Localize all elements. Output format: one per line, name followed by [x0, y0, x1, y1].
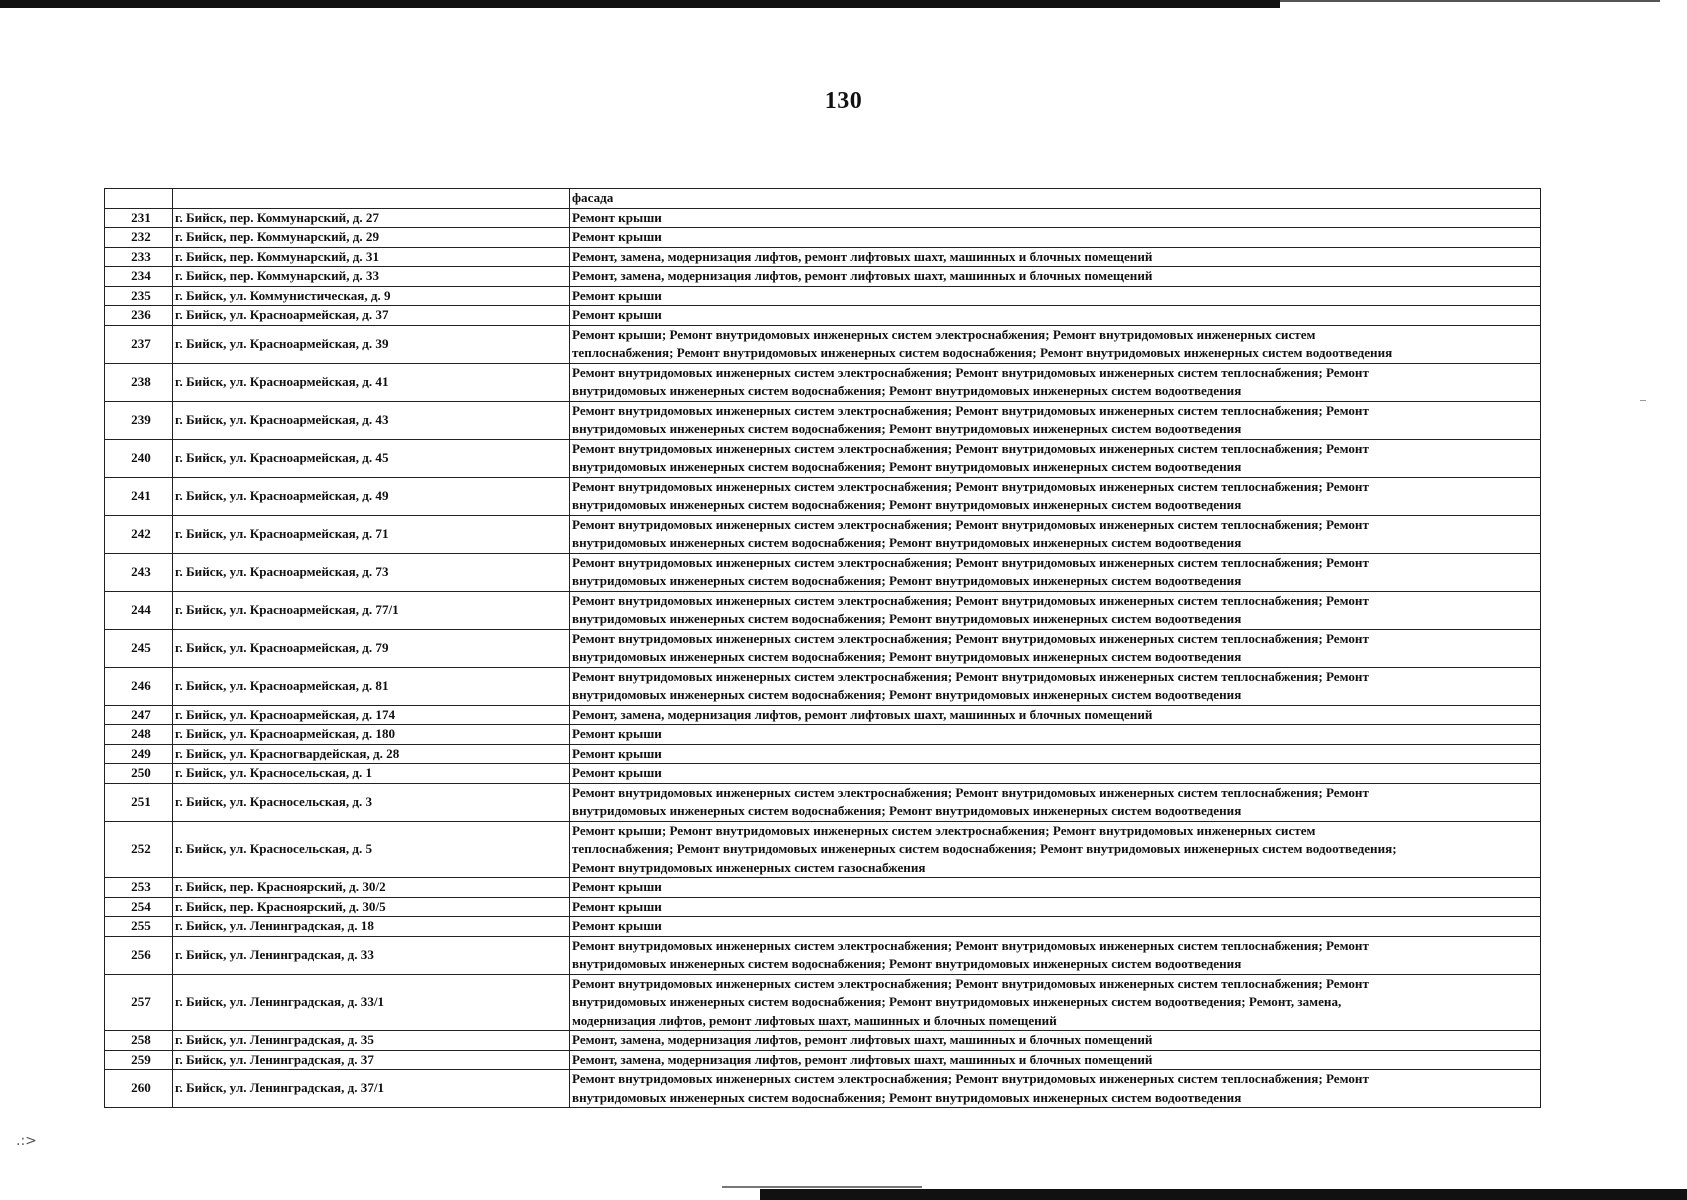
work-line: внутридомовых инженерных систем водоснабжения; Ремонт внутридомовых инженерных систем водоотведения [572, 497, 1242, 512]
table-body [105, 189, 1541, 1108]
row-number-cell: 242 [105, 515, 173, 553]
work-lines [572, 592, 1539, 629]
work-line: модернизация лифтов, ремонт лифтовых шахт, машинных и блочных помещений [572, 1012, 1057, 1028]
address-cell: г. Бийск, ул. Ленинградская, д. 18 [173, 917, 570, 937]
address-cell: г. Бийск, ул. Коммунистическая, д. 9 [173, 286, 570, 306]
work-line: внутридомовых инженерных систем водоснабжения; Ремонт внутридомовых инженерных систем водоотведения [572, 573, 1242, 588]
address-cell: г. Бийск, ул. Красноармейская, д. 71 [173, 515, 570, 553]
work-lines [572, 878, 1539, 897]
work-lines [572, 784, 1539, 821]
work-line: Ремонт внутридомовых инженерных систем газоснабжения [572, 859, 926, 875]
work-line: Ремонт внутридомовых инженерных систем электроснабжения; Ремонт внутридомовых инженерных систем теплоснабжения; Ремонт [572, 554, 1369, 570]
work-line: Ремонт внутридомовых инженерных систем электроснабжения; Ремонт внутридомовых инженерных систем теплоснабжения; Ремонт [572, 630, 1369, 646]
work-cell [570, 247, 1541, 267]
work-cell [570, 705, 1541, 725]
row-number-cell: 255 [105, 917, 173, 937]
work-lines [572, 209, 1539, 228]
work-lines [572, 228, 1539, 247]
work-lines [572, 917, 1539, 936]
work-cell [570, 477, 1541, 515]
work-lines [572, 898, 1539, 917]
work-line: Ремонт крыши; Ремонт внутридомовых инженерных систем электроснабжения; Ремонт внутридомовых инженерных систем [572, 822, 1316, 838]
address-cell [173, 189, 570, 209]
work-line: Ремонт, замена, модернизация лифтов, ремонт лифтовых шахт, машинных и блочных помещений [572, 706, 1153, 722]
work-line: Ремонт крыши [572, 765, 662, 780]
table-row [105, 629, 1541, 667]
table-row [105, 783, 1541, 821]
work-line: Ремонт внутридомовых инженерных систем электроснабжения; Ремонт внутридомовых инженерных систем теплоснабжения; Ремонт [572, 975, 1369, 991]
row-number-cell: 259 [105, 1050, 173, 1070]
table-row [105, 286, 1541, 306]
address-cell: г. Бийск, ул. Ленинградская, д. 37 [173, 1050, 570, 1070]
work-cell [570, 936, 1541, 974]
row-number-cell: 238 [105, 363, 173, 401]
work-line: внутридомовых инженерных систем водоснабжения; Ремонт внутридомовых инженерных систем водоотведения [572, 459, 1242, 474]
work-lines [572, 1070, 1539, 1107]
address-cell: г. Бийск, ул. Красносельская, д. 1 [173, 764, 570, 784]
table-row [105, 821, 1541, 878]
work-lines [572, 975, 1539, 1031]
work-line: Ремонт крыши [572, 745, 662, 761]
work-line: внутридомовых инженерных систем водоснабжения; Ремонт внутридомовых инженерных систем водоотведения [572, 421, 1242, 436]
work-lines [572, 478, 1539, 515]
table-row [105, 306, 1541, 326]
scan-mark: .:> [16, 1133, 37, 1149]
table-row [105, 744, 1541, 764]
table-row [105, 515, 1541, 553]
work-cell [570, 783, 1541, 821]
repair-schedule-table [104, 188, 1541, 1108]
work-line: внутридомовых инженерных систем водоснабжения; Ремонт внутридомовых инженерных систем водоотведения [572, 383, 1242, 398]
work-line: Ремонт, замена, модернизация лифтов, ремонт лифтовых шахт, машинных и блочных помещений [572, 1032, 1153, 1047]
address-cell: г. Бийск, ул. Красноармейская, д. 41 [173, 363, 570, 401]
work-lines [572, 764, 1539, 783]
work-lines [572, 554, 1539, 591]
table-row [105, 477, 1541, 515]
work-line: теплоснабжения; Ремонт внутридомовых инженерных систем водоснабжения; Ремонт внутридомовых инженерных систем водоотведения; [572, 841, 1397, 856]
work-line: Ремонт внутридомовых инженерных систем электроснабжения; Ремонт внутридомовых инженерных систем теплоснабжения; Ремонт [572, 440, 1369, 456]
work-lines [572, 725, 1539, 744]
work-lines [572, 326, 1539, 363]
row-number-cell: 249 [105, 744, 173, 764]
row-number-cell: 239 [105, 401, 173, 439]
work-line: Ремонт внутридомовых инженерных систем электроснабжения; Ремонт внутридомовых инженерных систем теплоснабжения; Ремонт [572, 364, 1369, 380]
work-line: Ремонт внутридомовых инженерных систем электроснабжения; Ремонт внутридомовых инженерных систем теплоснабжения; Ремонт [572, 478, 1369, 494]
scan-edge-bottom-thin [722, 1186, 922, 1188]
work-line: Ремонт крыши [572, 898, 662, 914]
work-line: внутридомовых инженерных систем водоснабжения; Ремонт внутридомовых инженерных систем водоотведения [572, 649, 1242, 664]
work-line: Ремонт, замена, модернизация лифтов, ремонт лифтовых шахт, машинных и блочных помещений [572, 268, 1153, 283]
work-line: внутридомовых инженерных систем водоснабжения; Ремонт внутридомовых инженерных систем водоотведения [572, 803, 1242, 818]
row-number-cell: 260 [105, 1070, 173, 1108]
table-row [105, 247, 1541, 267]
row-number-cell: 246 [105, 667, 173, 705]
work-line: Ремонт крыши [572, 287, 662, 303]
work-line: Ремонт внутридомовых инженерных систем электроснабжения; Ремонт внутридомовых инженерных систем теплоснабжения; Ремонт [572, 1071, 1369, 1086]
scan-edge-top [0, 0, 1280, 8]
row-number-cell: 236 [105, 306, 173, 326]
table-row [105, 553, 1541, 591]
address-cell: г. Бийск, ул. Красноармейская, д. 73 [173, 553, 570, 591]
table-row [105, 667, 1541, 705]
work-line: Ремонт внутридомовых инженерных систем электроснабжения; Ремонт внутридомовых инженерных систем теплоснабжения; Ремонт [572, 516, 1369, 532]
work-cell [570, 208, 1541, 228]
work-lines [572, 267, 1539, 286]
row-number-cell: 240 [105, 439, 173, 477]
row-number-cell [105, 189, 173, 209]
address-cell: г. Бийск, ул. Красноармейская, д. 45 [173, 439, 570, 477]
work-line: Ремонт крыши; Ремонт внутридомовых инженерных систем электроснабжения; Ремонт внутридомовых инженерных систем [572, 326, 1316, 342]
work-lines [572, 402, 1539, 439]
work-cell [570, 878, 1541, 898]
work-cell [570, 363, 1541, 401]
table-row [105, 439, 1541, 477]
row-number-cell: 258 [105, 1031, 173, 1051]
scan-edge-top-thin [1280, 0, 1660, 2]
row-number-cell: 245 [105, 629, 173, 667]
table-row [105, 208, 1541, 228]
work-lines [572, 745, 1539, 764]
work-cell [570, 974, 1541, 1031]
address-cell: г. Бийск, пер. Красноярский, д. 30/5 [173, 897, 570, 917]
address-cell: г. Бийск, пер. Коммунарский, д. 29 [173, 228, 570, 248]
work-lines [572, 630, 1539, 667]
work-cell [570, 725, 1541, 745]
work-line: внутридомовых инженерных систем водоснабжения; Ремонт внутридомовых инженерных систем водоотведения [572, 687, 1242, 702]
work-line: внутридомовых инженерных систем водоснабжения; Ремонт внутридомовых инженерных систем водоотведения [572, 535, 1242, 550]
work-lines [572, 822, 1539, 878]
work-lines [572, 364, 1539, 401]
page-number: 130 [824, 88, 863, 114]
address-cell: г. Бийск, ул. Красносельская, д. 5 [173, 821, 570, 878]
address-cell: г. Бийск, ул. Красноармейская, д. 37 [173, 306, 570, 326]
address-cell: г. Бийск, ул. Ленинградская, д. 35 [173, 1031, 570, 1051]
work-cell [570, 401, 1541, 439]
work-lines [572, 668, 1539, 705]
work-lines [572, 440, 1539, 477]
address-cell: г. Бийск, ул. Красносельская, д. 3 [173, 783, 570, 821]
work-lines [572, 706, 1539, 725]
address-cell: г. Бийск, ул. Красноармейская, д. 81 [173, 667, 570, 705]
address-cell: г. Бийск, ул. Красноармейская, д. 39 [173, 325, 570, 363]
address-cell: г. Бийск, пер. Коммунарский, д. 31 [173, 247, 570, 267]
table-row [105, 974, 1541, 1031]
work-cell [570, 515, 1541, 553]
row-number-cell: 252 [105, 821, 173, 878]
table-row [105, 267, 1541, 287]
address-cell: г. Бийск, ул. Красногвардейская, д. 28 [173, 744, 570, 764]
work-cell [570, 325, 1541, 363]
work-line: Ремонт крыши [572, 918, 662, 933]
table-row-continuation [105, 189, 1541, 209]
work-cell [570, 553, 1541, 591]
work-cell [570, 821, 1541, 878]
table-row [105, 363, 1541, 401]
work-cell [570, 439, 1541, 477]
row-number-cell: 235 [105, 286, 173, 306]
work-lines [572, 516, 1539, 553]
row-number-cell: 244 [105, 591, 173, 629]
work-line: внутридомовых инженерных систем водоснабжения; Ремонт внутридомовых инженерных систем водоотведения [572, 1089, 1242, 1105]
row-number-cell: 247 [105, 705, 173, 725]
work-cell [570, 1050, 1541, 1070]
work-line: Ремонт крыши [572, 726, 662, 741]
address-cell: г. Бийск, ул. Ленинградская, д. 33/1 [173, 974, 570, 1031]
address-cell: г. Бийск, ул. Красноармейская, д. 77/1 [173, 591, 570, 629]
row-number-cell: 231 [105, 208, 173, 228]
work-line: Ремонт, замена, модернизация лифтов, ремонт лифтовых шахт, машинных и блочных помещений [572, 248, 1153, 264]
row-number-cell: 233 [105, 247, 173, 267]
work-lines [572, 1031, 1539, 1050]
work-cell [570, 764, 1541, 784]
work-cell [570, 744, 1541, 764]
address-cell: г. Бийск, ул. Красноармейская, д. 43 [173, 401, 570, 439]
table-row [105, 591, 1541, 629]
address-cell: г. Бийск, ул. Красноармейская, д. 79 [173, 629, 570, 667]
table-row [105, 325, 1541, 363]
work-cell [570, 917, 1541, 937]
work-line: Ремонт крыши [572, 307, 662, 322]
row-number-cell: 254 [105, 897, 173, 917]
work-line: Ремонт внутридомовых инженерных систем электроснабжения; Ремонт внутридомовых инженерных систем теплоснабжения; Ремонт [572, 592, 1369, 608]
row-number-cell: 241 [105, 477, 173, 515]
address-cell: г. Бийск, ул. Ленинградская, д. 37/1 [173, 1070, 570, 1108]
address-cell: г. Бийск, пер. Коммунарский, д. 27 [173, 208, 570, 228]
work-cell [570, 267, 1541, 287]
table-row [105, 228, 1541, 248]
row-number-cell: 251 [105, 783, 173, 821]
work-cell [570, 897, 1541, 917]
address-cell: г. Бийск, пер. Коммунарский, д. 33 [173, 267, 570, 287]
row-number-cell: 248 [105, 725, 173, 745]
table-row [105, 705, 1541, 725]
row-number-cell: 243 [105, 553, 173, 591]
row-number-cell: 257 [105, 974, 173, 1031]
scan-edge-bottom [760, 1189, 1687, 1200]
work-lines [572, 306, 1539, 325]
work-cell [570, 667, 1541, 705]
row-number-cell: 237 [105, 325, 173, 363]
work-cell [570, 286, 1541, 306]
work-line: Ремонт, замена, модернизация лифтов, ремонт лифтовых шахт, машинных и блочных помещений [572, 1051, 1153, 1067]
work-line: теплоснабжения; Ремонт внутридомовых инженерных систем водоснабжения; Ремонт внутридомовых инженерных систем водоотведения [572, 345, 1393, 360]
work-cell [570, 629, 1541, 667]
row-number-cell: 232 [105, 228, 173, 248]
table-row [105, 878, 1541, 898]
address-cell: г. Бийск, ул. Красноармейская, д. 180 [173, 725, 570, 745]
work-line: Ремонт внутридомовых инженерных систем электроснабжения; Ремонт внутридомовых инженерных систем теплоснабжения; Ремонт [572, 668, 1369, 684]
row-number-cell: 256 [105, 936, 173, 974]
work-line: внутридомовых инженерных систем водоснабжения; Ремонт внутридомовых инженерных систем водоотведения [572, 956, 1242, 971]
work-cell [570, 591, 1541, 629]
work-line: Ремонт внутридомовых инженерных систем электроснабжения; Ремонт внутридомовых инженерных систем теплоснабжения; Ремонт [572, 937, 1369, 953]
work-cell [570, 1070, 1541, 1108]
address-cell: г. Бийск, ул. Красноармейская, д. 174 [173, 705, 570, 725]
table-row [105, 725, 1541, 745]
table-row [105, 936, 1541, 974]
address-cell: г. Бийск, ул. Ленинградская, д. 33 [173, 936, 570, 974]
work-line: Ремонт внутридомовых инженерных систем электроснабжения; Ремонт внутридомовых инженерных систем теплоснабжения; Ремонт [572, 402, 1369, 418]
row-number-cell: 234 [105, 267, 173, 287]
table-row [105, 1031, 1541, 1051]
address-cell: г. Бийск, ул. Красноармейская, д. 49 [173, 477, 570, 515]
table-row [105, 764, 1541, 784]
table-row [105, 1070, 1541, 1108]
work-line: внутридомовых инженерных систем водоснабжения; Ремонт внутридомовых инженерных систем водоотведения; Ремонт, замена, [572, 994, 1342, 1009]
work-cell [570, 1031, 1541, 1051]
work-lines [572, 937, 1539, 974]
scan-speck [1640, 400, 1646, 401]
address-cell: г. Бийск, пер. Красноярский, д. 30/2 [173, 878, 570, 898]
work-lines [572, 248, 1539, 267]
work-cell: фасада [570, 189, 1541, 209]
work-lines [572, 287, 1539, 306]
table-row [105, 1050, 1541, 1070]
work-lines [572, 1051, 1539, 1070]
table-row [105, 897, 1541, 917]
document-table-container [104, 188, 1540, 1108]
table-row [105, 401, 1541, 439]
work-line: внутридомовых инженерных систем водоснабжения; Ремонт внутридомовых инженерных систем водоотведения [572, 611, 1242, 626]
table-row [105, 917, 1541, 937]
work-cell [570, 228, 1541, 248]
work-line: Ремонт внутридомовых инженерных систем электроснабжения; Ремонт внутридомовых инженерных систем теплоснабжения; Ремонт [572, 784, 1369, 800]
work-line: Ремонт крыши [572, 879, 662, 894]
work-cell [570, 306, 1541, 326]
row-number-cell: 253 [105, 878, 173, 898]
work-line: Ремонт крыши [572, 209, 662, 225]
row-number-cell: 250 [105, 764, 173, 784]
work-line: Ремонт крыши [572, 229, 662, 244]
